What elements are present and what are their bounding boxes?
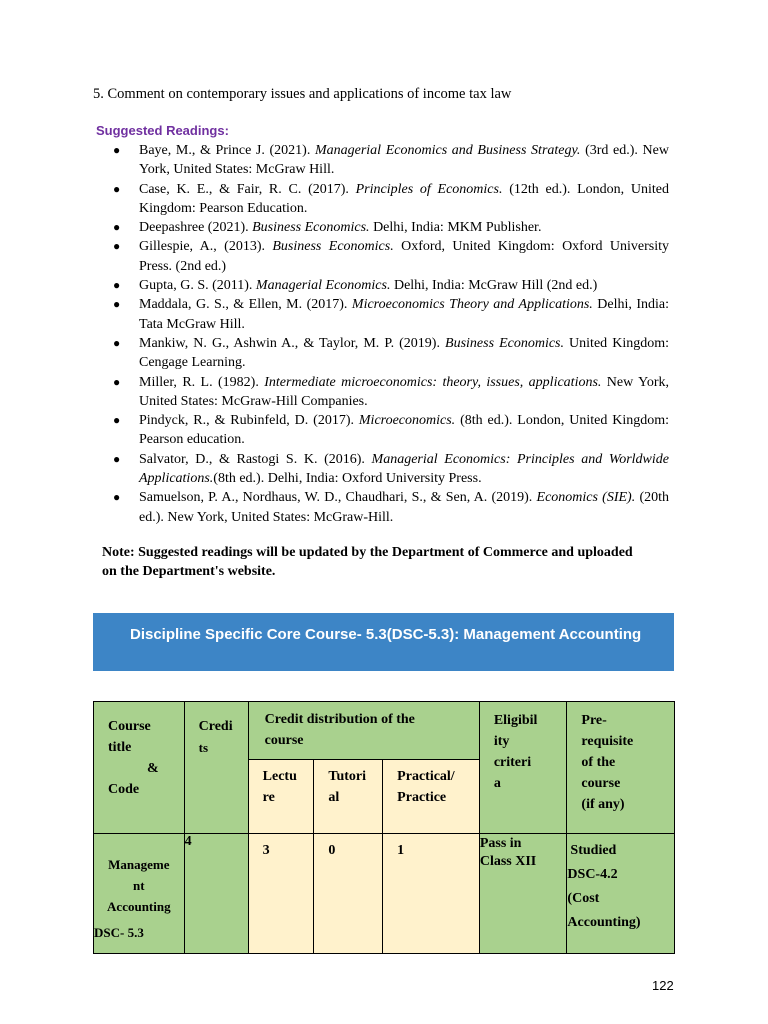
reading-item: ● Baye, M., & Prince J. (2021). Managerial Economics and Business Strategy. (3rd ed.). New York, United States: McGraw Hill. [113,143,669,178]
reading-item: ● Samuelson, P. A., Nordhaus, W. D., Chaudhari, S., & Sen, A. (2019). Economics (SIE). (20th ed.). New York, United States: McGraw-Hill. [113,490,669,525]
header-course-title-code: Course title & Code [94,702,185,834]
cell-lecture: 3 [248,834,314,954]
header-credit-distribution: Credit distribution of the course [248,702,479,760]
header-tutorial: Tutori al [314,760,383,834]
bullet-icon: ● [113,220,121,235]
reading-item: ● Case, K. E., & Fair, R. C. (2017). Principles of Economics. (12th ed.). London, United Kingdom: Pearson Education. [113,181,669,216]
question-5: 5. Comment on contemporary issues and applications of income tax law [93,86,512,102]
reading-item: ● Pindyck, R., & Rubinfeld, D. (2017). Microeconomics. (8th ed.). London, United Kingdom: Pearson education. [113,413,669,448]
reading-item: ● Salvator, D., & Rastogi S. K. (2016). Managerial Economics: Principles and Worldwide Applications.(8th ed.). Delhi, India: Oxford University Press. [113,451,669,487]
suggested-readings-heading: Suggested Readings: [96,123,229,138]
header-credits: Credi ts [184,702,248,834]
note-text: Note: Suggested readings will be updated by the Department of Commerce and uploaded on the Department's website. [102,545,633,579]
bullet-icon: ● [113,181,121,196]
page-number: 122 [652,978,674,993]
reading-item: ● Mankiw, N. G., Ashwin A., & Taylor, M. P. (2019). Business Economics. United Kingdom: Cengage Learning. [113,335,669,371]
bullet-icon: ● [113,374,121,389]
cell-tutorial: 0 [314,834,383,954]
header-lecture: Lectu re [248,760,314,834]
cell-credits: 4 [184,834,248,954]
bullet-icon: ● [113,451,121,466]
bullet-icon: ● [113,143,121,157]
readings-list [113,141,669,527]
bullet-icon: ● [113,335,121,350]
reading-item: ● Miller, R. L. (1982). Intermediate microeconomics: theory, issues, applications. New York, United States: McGraw-Hill Companies. [113,374,669,409]
cell-practical: 1 [383,834,480,954]
reading-item: ● Gillespie, A., (2013). Business Economics. Oxford, United Kingdom: Oxford University Press. (2nd ed.) [113,239,669,274]
reading-item: ● Maddala, G. S., & Ellen, M. (2017). Microeconomics Theory and Applications. Delhi, India: Tata McGraw Hill. [113,297,670,332]
bullet-icon: ● [113,239,121,254]
header-prerequisite: Pre- requisite of the course (if any) [567,702,675,834]
bullet-icon: ● [113,490,121,505]
cell-course-name: Manageme nt Accounting DSC- 5.3 [94,834,185,954]
reading-item: ● Deepashree (2021). Business Economics. Delhi, India: MKM Publisher. [113,218,669,237]
header-eligibility: Eligibil ity criteri a [479,702,567,834]
course-banner-title: Discipline Specific Core Course- 5.3(DSC-5.3): Management Accounting [130,626,642,643]
reading-item: ● Gupta, G. S. (2011). Managerial Economics. Delhi, India: McGraw Hill (2nd ed.) [113,276,669,295]
cell-prerequisite: Studied DSC-4.2 (Cost Accounting) [567,834,675,954]
bullet-icon: ● [113,297,121,312]
header-practical: Practical/ Practice [383,760,480,834]
cell-eligibility: Pass in Class XII [479,834,567,954]
bullet-icon: ● [113,278,121,293]
course-table [93,701,675,954]
bullet-icon: ● [113,413,121,428]
